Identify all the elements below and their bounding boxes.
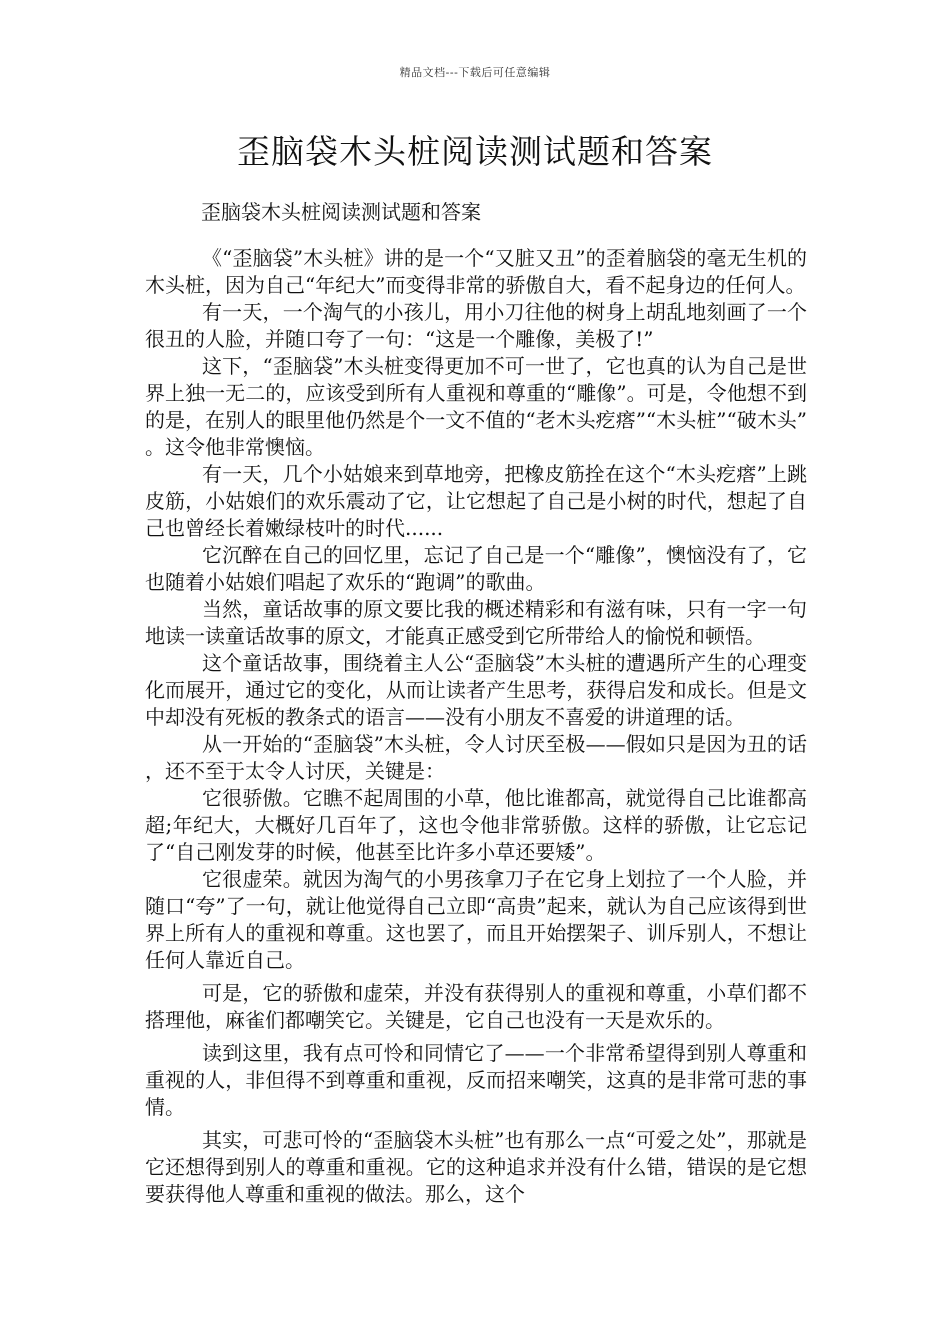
paragraph: 它很骄傲。它瞧不起周围的小草，他比谁都高，就觉得自己比谁都高超;年纪大，大概好几百年了，这也令他非常骄傲。这样的骄傲，让它忘记了“自己刚发芽的时候，他甚至比许多小草还要矮”。 — [145, 786, 807, 864]
paragraph: 从一开始的“歪脑袋”木头桩，令人讨厌至极——假如只是因为丑的话，还不至于太令人讨厌，关键是： — [145, 732, 807, 783]
document-subtitle: 歪脑袋木头桩阅读测试题和答案 — [201, 200, 481, 224]
paragraph: 其实，可悲可怜的“歪脑袋木头桩”也有那么一点“可爱之处”，那就是它还想得到别人的尊重和重视。它的这种追求并没有什么错，错误的是它想要获得他人尊重和重视的做法。那么，这个 — [145, 1128, 807, 1206]
paragraph: 可是，它的骄傲和虚荣，并没有获得别人的重视和尊重，小草们都不搭理他，麻雀们都嘲笑它。关键是，它自己也没有一天是欢乐的。 — [145, 981, 807, 1032]
paragraph: 《“歪脑袋”木头桩》讲的是一个“又脏又丑”的歪着脑袋的毫无生机的木头桩，因为自己“年纪大”而变得非常的骄傲自大，看不起身边的任何人。 — [145, 246, 807, 297]
paragraph: 它很虚荣。就因为淘气的小男孩拿刀子在它身上划拉了一个人脸，并随口“夸”了一句，就让他觉得自己立即“高贵”起来，就认为自己应该得到世界上所有人的重视和尊重。这也罢了，而且开始摆架子、训斥别人，不想让任何人靠近自己。 — [145, 867, 807, 972]
paragraph: 它沉醉在自己的回忆里，忘记了自己是一个“雕像”，懊恼没有了，它也随着小姑娘们唱起了欢乐的“跑调”的歌曲。 — [145, 543, 807, 594]
document-title: 歪脑袋木头桩阅读测试题和答案 — [237, 132, 713, 171]
paragraph: 这个童话故事，围绕着主人公“歪脑袋”木头桩的遭遇所产生的心理变化而展开，通过它的变化，从而让读者产生思考，获得启发和成长。但是文中却没有死板的教条式的语言——没有小朋友不喜爱的讲道理的话。 — [145, 651, 807, 729]
paragraph: 这下，“歪脑袋”木头桩变得更加不可一世了，它也真的认为自己是世界上独一无二的，应该受到所有人重视和尊重的“雕像”。可是，令他想不到的是，在别人的眼里他仍然是个一文不值的“老木头疙瘩”“木头桩”“破木头”。这令他非常懊恼。 — [145, 354, 807, 459]
header-note: 精品文档---下载后可任意编辑 — [399, 66, 551, 79]
document-body — [145, 245, 807, 1208]
paragraph: 当然，童话故事的原文要比我的概述精彩和有滋有味，只有一字一句地读一读童话故事的原文，才能真正感受到它所带给人的愉悦和顿悟。 — [145, 597, 807, 648]
paragraph: 有一天，一个淘气的小孩儿，用小刀往他的树身上胡乱地刻画了一个很丑的人脸，并随口夸了一句：“这是一个雕像，美极了!” — [145, 300, 807, 351]
paragraph: 有一天，几个小姑娘来到草地旁，把橡皮筋拴在这个“木头疙瘩”上跳皮筋，小姑娘们的欢乐震动了它，让它想起了自己是小树的时代，想起了自己也曾经长着嫩绿枝叶的时代...... — [145, 462, 807, 540]
paragraph: 读到这里，我有点可怜和同情它了——一个非常希望得到别人尊重和重视的人，非但得不到尊重和重视，反而招来嘲笑，这真的是非常可悲的事情。 — [145, 1041, 807, 1119]
